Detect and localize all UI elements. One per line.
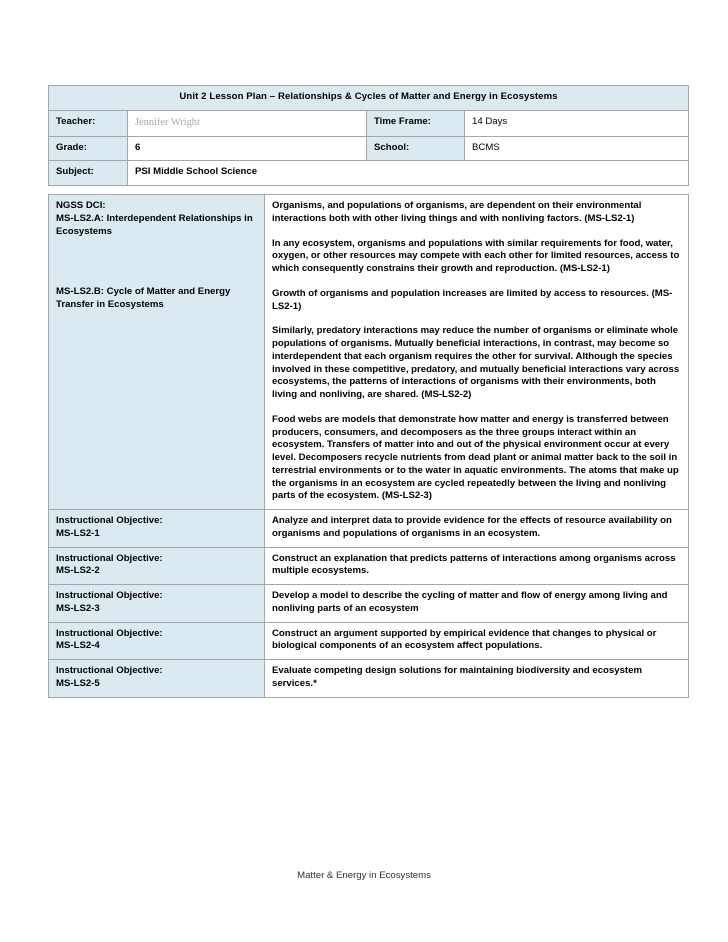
time-frame-value: 14 Days [465,110,689,136]
objective-label-5: Instructional Objective: [56,665,163,677]
ngss-dci-cell [49,195,265,510]
objective-code-3: MS-LS2-3 [56,602,100,614]
teacher-label: Teacher: [49,110,128,136]
subject-value: PSI Middle School Science [128,161,689,186]
objective-text-2: Construct an explanation that predicts patterns of interactions among organisms across multiple ecosystems. [265,547,689,585]
table-row-objective-5 [49,660,689,698]
objective-label-4: Instructional Objective: [56,627,163,639]
ngss-paragraph-2: In any ecosystem, organisms and populations with similar requirements for food, water, oxygen, or other resources may compete with each other for limited resources, access to which consequently constrains their growth and reproduction. (MS-LS2-1) [272,237,680,275]
table-spacer [48,186,688,194]
ngss-dci-heading: NGSS DCI: [56,200,106,212]
document-body [48,85,688,698]
ngss-paragraph-3: Growth of organisms and population increases are limited by access to resources. (MS-LS2-1) [272,287,673,312]
grade-label: Grade: [49,136,128,161]
objective-text-3: Develop a model to describe the cycling of matter and flow of energy among living and nonliving parts of an ecosystem [265,585,689,623]
teacher-value-cell [128,110,367,136]
ngss-code-spacer [56,238,257,286]
table-row-objective-1 [49,510,689,548]
subject-label: Subject: [49,161,128,186]
lesson-plan-title: Unit 2 Lesson Plan – Relationships & Cycles of Matter and Energy in Ecosystems [49,86,689,111]
objective-code-4: MS-LS2-4 [56,640,100,652]
table-row-teacher [49,110,689,136]
objective-label-cell-2 [49,547,265,585]
lesson-info-table [48,85,689,186]
objective-label-cell-3 [49,585,265,623]
objective-label-2: Instructional Objective: [56,552,163,564]
objective-text-5: Evaluate competing design solutions for maintaining biodiversity and ecosystem services.* [265,660,689,698]
standards-objectives-table [48,194,689,698]
objective-label-3: Instructional Objective: [56,590,163,602]
school-label: School: [367,136,465,161]
table-row-objective-3 [49,585,689,623]
objective-text-1: Analyze and interpret data to provide evidence for the effects of resource availability on organisms and populations of organisms in an ecosystem. [265,510,689,548]
objective-label-1: Instructional Objective: [56,515,163,527]
school-value: BCMS [465,136,689,161]
ngss-paragraph-1: Organisms, and populations of organisms, are dependent on their environmental interactions both with other living things and with nonliving factors. (MS-LS2-1) [272,200,642,224]
objective-label-cell-1 [49,510,265,548]
grade-value: 6 [128,136,367,161]
time-frame-label: Time Frame: [367,110,465,136]
ngss-dci-description-cell [265,195,689,510]
objective-code-1: MS-LS2-1 [56,527,100,539]
table-row-title [49,86,689,111]
table-row-ngss-dci [49,195,689,510]
objective-label-cell-4 [49,622,265,660]
ngss-paragraph-5: Food webs are models that demonstrate how matter and energy is transferred between producers, consumers, and decomposers as the three groups interact within an ecosystem. Transfers of matter into and out of the physical environment occur at every level. Decomposers recycle nutrients from dead plant or animal matter back to the soil in terrestrial environments or to the water in aquatic environments. The atoms that make up the organisms in an ecosystem are cycled repeatedly between the living and nonliving parts of the ecosystem. (MS-LS2-3) [272,413,679,502]
ngss-code-ms-ls2b: MS-LS2.B: Cycle of Matter and Energy Transfer in Ecosystems [56,286,231,311]
objective-text-4: Construct an argument supported by empirical evidence that changes to physical or biological components of an ecosystem affect populations. [265,622,689,660]
table-row-objective-2 [49,547,689,585]
table-row-objective-4 [49,622,689,660]
table-row-grade [49,136,689,161]
table-row-subject [49,161,689,186]
objective-code-5: MS-LS2-5 [56,677,100,689]
ngss-code-ms-ls2a: MS-LS2.A: Interdependent Relationships in Ecosystems [56,212,253,237]
objective-label-cell-5 [49,660,265,698]
objective-code-2: MS-LS2-2 [56,565,100,577]
ngss-paragraph-4: Similarly, predatory interactions may reduce the number of organisms or eliminate whole populations of organisms. Mutually beneficial interactions, in contrast, may become so interdependent that each organism requires the other for survival. Although the species involved in these competitive, predatory, and mutually beneficial interactions vary across ecosystems, the patterns of interactions of organisms with their environments, both living and nonliving, are shared. (MS-LS2-2) [272,325,680,401]
page-footer: Matter & Energy in Ecosystems [297,870,431,881]
teacher-name-value: Jennifer Wright [135,116,200,128]
